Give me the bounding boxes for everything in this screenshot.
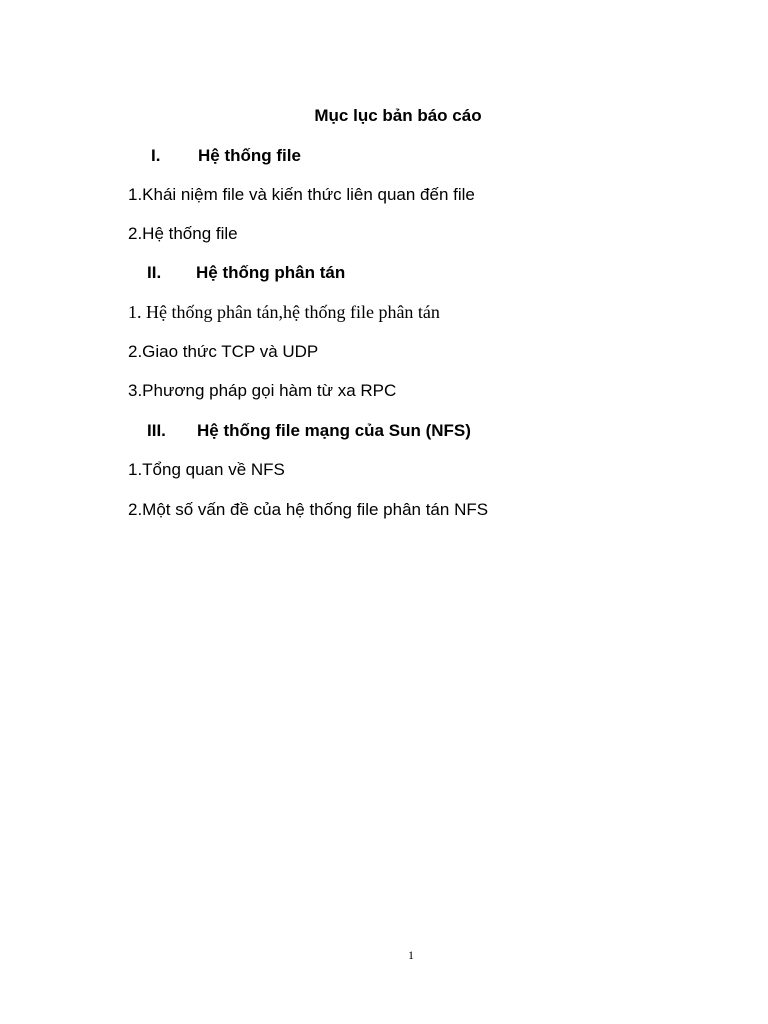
section-title: Hệ thống file mạng của Sun (NFS) [197, 421, 471, 440]
toc-item: 3.Phương pháp gọi hàm từ xa RPC [128, 381, 397, 400]
toc-item: 2.Một số vấn đề của hệ thống file phân tán NFS [128, 500, 489, 519]
section-number: III. [147, 421, 166, 440]
page-number: 1 [408, 948, 414, 962]
section-number: I. [151, 146, 161, 165]
section-title: Hệ thống phân tán [196, 263, 346, 282]
document-title: Mục lục bản báo cáo [314, 106, 482, 125]
toc-item: 2.Hệ thống file [128, 224, 238, 243]
toc-item: 1.Tổng quan về NFS [128, 460, 285, 479]
toc-item: 1.Khái niệm file và kiến thức liên quan đến file [128, 185, 475, 204]
section-title: Hệ thống file [198, 146, 301, 165]
section-number: II. [147, 263, 162, 282]
toc-item: 2.Giao thức TCP và UDP [128, 342, 319, 361]
toc-item: 1. Hệ thống phân tán,hệ thống file phân tán [128, 302, 440, 322]
